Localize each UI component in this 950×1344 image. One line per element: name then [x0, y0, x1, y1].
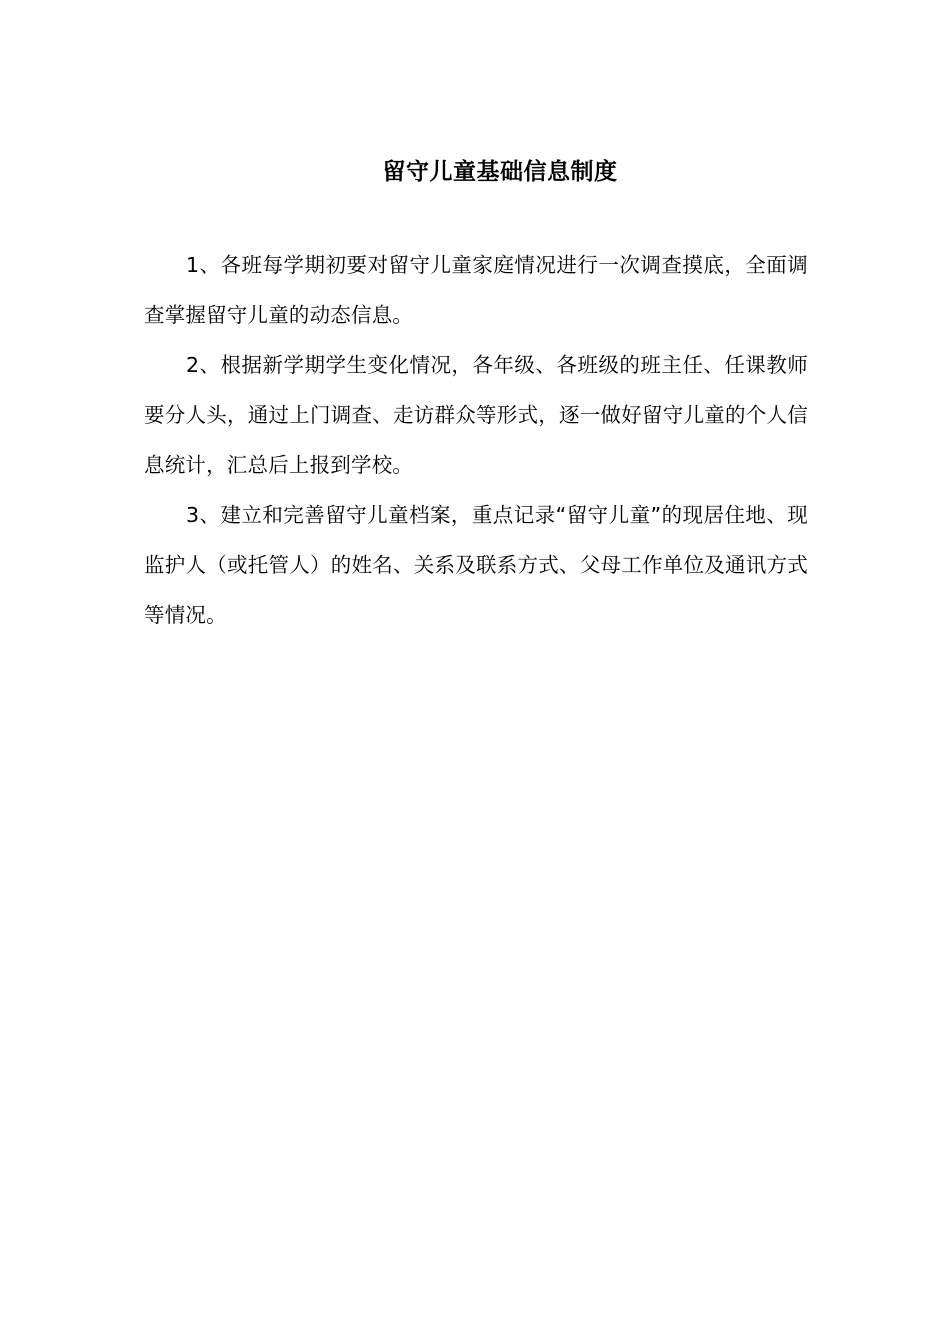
paragraph-3: 3、建立和完善留守儿童档案，重点记录“留守儿童”的现居住地、现监护人（或托管人）的姓名、关系及联系方式、父母工作单位及通讯方式等情况。	[144, 503, 808, 627]
paragraph-2: 2、根据新学期学生变化情况，各年级、各班级的班主任、任课教师要分人头，通过上门调查、走访群众等形式，逐一做好留守儿童的个人信息统计，汇总后上报到学校。	[144, 353, 808, 477]
document-title: 留守儿童基础信息制度	[382, 159, 618, 185]
paragraph-1: 1、各班每学期初要对留守儿童家庭情况进行一次调查摸底，全面调查掌握留守儿童的动态信息。	[144, 253, 808, 327]
document-body	[144, 240, 808, 640]
